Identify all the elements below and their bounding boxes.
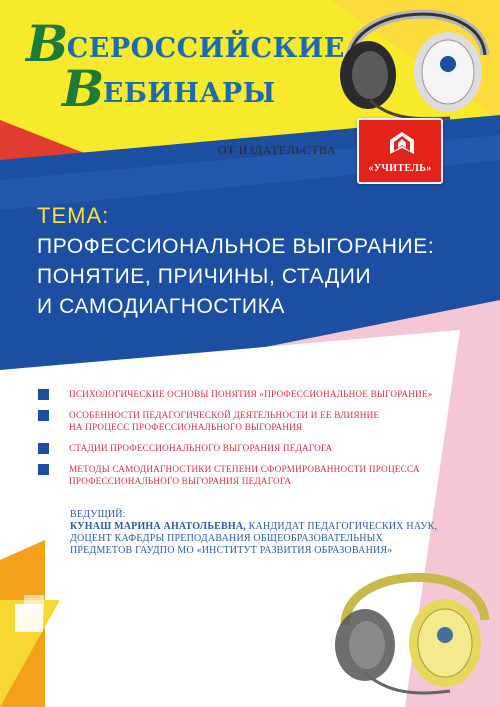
list-item (38, 442, 458, 454)
square-bullet-icon (38, 464, 49, 475)
list-item-text: МЕТОДЫ САМОДИАГНОСТИКИ СТЕПЕНИ СФОРМИРОВАННОСТИ ПРОЦЕССА (69, 464, 420, 474)
list-item-text: НА ПРОЦЕСС ПРОФЕССИОНАЛЬНОГО ВЫГОРАНИЯ (69, 422, 303, 432)
lector-line-3: ПРЕДМЕТОВ ГАУДПО МО «ИНСТИТУТ РАЗВИТИЯ ОБРАЗОВАНИЯ» (70, 545, 393, 556)
lector-name: КУНАШ МАРИНА АНАТОЛЬЕВНА, (70, 521, 246, 532)
brand-line-2 (62, 59, 345, 118)
logo-name: «УЧИТЕЛЬ» (368, 163, 432, 174)
brand-rest-2: ЕБИНАРЫ (102, 78, 276, 109)
square-bullet-icon (38, 389, 49, 400)
lector-line-2: ДОЦЕНТ КАФЕДРЫ ПРЕПОДАВАНИЯ ОБЩЕОБРАЗОВАТЕЛЬНЫХ (70, 533, 383, 544)
topic-title (37, 232, 477, 322)
publisher-label: ОТ ИЗДАТЕЛЬСТВА (218, 143, 337, 157)
square-bullet-icon (38, 443, 49, 454)
list-item-text: ОСОБЕННОСТИ ПЕДАГОГИЧЕСКОЙ ДЕЯТЕЛЬНОСТИ И ЕЕ ВЛИЯНИЕ (69, 410, 380, 420)
headphones-image-bottom (320, 555, 500, 707)
list-item-text: ПРОФЕССИОНАЛЬНОГО ВЫГОРАНИЯ ПЕДАГОГА (69, 476, 292, 486)
list-item (38, 409, 458, 433)
list-item-text: ПСИХОЛОГИЧЕСКИЕ ОСНОВЫ ПОНЯТИЯ «ПРОФЕССИОНАЛЬНОЕ ВЫГОРАНИЕ» (69, 389, 433, 399)
publisher-logo (357, 118, 443, 184)
topic-line-1: ПРОФЕССИОНАЛЬНОЕ ВЫГОРАНИЕ: (37, 235, 435, 258)
brand-initial-2: В (62, 59, 105, 118)
topic-line-2: ПОНЯТИЕ, ПРИЧИНЫ, СТАДИИ (37, 265, 372, 288)
lector-line-1 (70, 521, 470, 533)
lector-info (70, 509, 470, 557)
brand-title (26, 14, 345, 118)
book-emblem-icon (386, 128, 418, 160)
square-bullet-icon (38, 410, 49, 421)
brand-rest-1: СЕРОССИЙСКИЕ (66, 33, 345, 64)
list-item (38, 388, 458, 400)
topic-line-3: И САМОДИАГНОСТИКА (37, 295, 286, 318)
program-list (38, 388, 458, 496)
list-item (38, 463, 458, 487)
topic-label: ТЕМА: (37, 203, 110, 228)
brand-initial-1: В (26, 14, 69, 73)
lector-degree: КАНДИДАТ ПЕДАГОГИЧЕСКИХ НАУК, (245, 521, 438, 532)
lector-label: ВЕДУЩИЙ: (70, 509, 126, 520)
list-item-text: СТАДИИ ПРОФЕССИОНАЛЬНОГО ВЫГОРАНИЯ ПЕДАГОГА (69, 443, 333, 453)
